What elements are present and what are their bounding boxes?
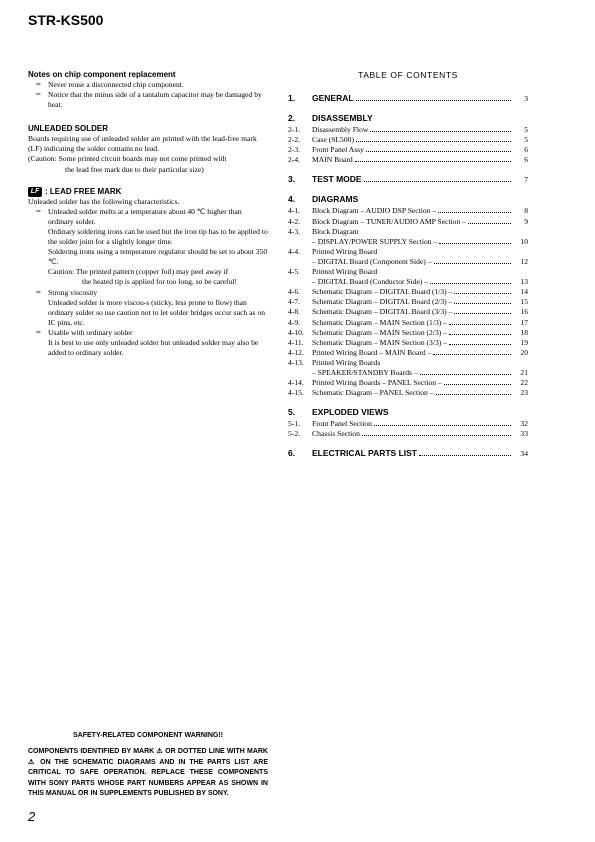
- safety-warning: [28, 731, 268, 799]
- toc-entry[interactable]: 4-15. Schematic Diagram – PANEL Section – 23: [288, 388, 528, 398]
- leader-dots: [438, 212, 511, 213]
- leader-dots: [439, 243, 511, 244]
- toc-entry: 4-4. Printed Wiring Board: [288, 246, 378, 256]
- lead-free-title: : LEAD FREE MARK: [45, 186, 122, 196]
- leader-dots: [454, 303, 511, 304]
- unleaded-solder-body: Boards requiring use of unleaded solder are printed with the lead-free mark (LF) indicating the solder contains no lead.: [28, 134, 257, 154]
- safety-warning-body: COMPONENTS IDENTIFIED BY MARK ⚠ OR DOTTED LINE WITH MARK ⚠ ON THE SCHEMATIC DIAGRAMS AND IN THE PARTS LIST ARE CRITICAL TO SAFE OPERATION. REPLACE THESE COMPONENTS WITH SONY PARTS WHOSE PART NUMBERS APPEAR AS SHOWN IN THIS MANUAL OR IN SUPPLEMENTS PUBLISHED BY SONY.: [28, 748, 268, 798]
- left-column: [28, 70, 268, 358]
- chip-note-item: ✑ Never reuse a disconnected chip component.: [36, 80, 184, 89]
- leader-dots: [420, 374, 511, 375]
- leader-dots: [434, 263, 511, 264]
- leader-dots: [355, 161, 511, 162]
- toc-section-disassembly: 2. DISASSEMBLY: [288, 113, 373, 124]
- toc-entry[interactable]: – DISPLAY/POWER SUPPLY Section – 10: [312, 236, 528, 246]
- leader-dots: [430, 283, 511, 284]
- chip-notes-title: Notes on chip component replacement: [28, 70, 176, 79]
- toc-title: TABLE OF CONTENTS: [358, 70, 458, 80]
- lead-free-intro: Unleaded solder has the following characteristics.: [28, 196, 180, 206]
- lead-free-item: ✑ Usable with ordinary solder It is best to use only unleaded solder but unleaded solder may also be added to ordinary solder.: [36, 327, 259, 358]
- bullet-marker-icon: ✑: [36, 329, 42, 336]
- toc-entry[interactable]: 4-9. Schematic Diagram – MAIN Section (1/3) – 17: [288, 317, 528, 327]
- lead-free-caution-line: Caution: The printed pattern (copper foil) may peel away if: [48, 267, 229, 277]
- leader-dots: [362, 435, 511, 436]
- toc-entry: 4-3. Block Diagram: [288, 226, 359, 236]
- leader-dots: [433, 354, 511, 355]
- toc-entry[interactable]: 2-3. Front Panel Assy 6: [288, 145, 528, 155]
- leader-dots: [356, 100, 511, 101]
- leader-dots: [454, 313, 511, 314]
- leader-dots: [436, 394, 511, 395]
- lead-free-heading: [28, 187, 268, 197]
- bullet-marker-icon: ✑: [36, 289, 42, 296]
- lead-free-caution-line: the heated tip is applied for too long, so be careful!: [82, 277, 237, 287]
- lead-free-logo-icon: LF: [28, 187, 42, 197]
- toc-entry[interactable]: 4-6. Schematic Diagram – DIGITAL Board (1/3) – 14: [288, 287, 528, 297]
- leader-dots: [419, 455, 511, 456]
- leader-dots: [454, 293, 511, 294]
- toc-entry[interactable]: – DIGITAL Board (Component Side) – 12: [312, 256, 528, 266]
- leader-dots: [370, 131, 511, 132]
- toc-entry[interactable]: 4-1. Block Diagram – AUDIO DSP Section – 8: [288, 206, 528, 216]
- leader-dots: [444, 384, 511, 385]
- toc-entry[interactable]: 4-8. Schematic Diagram – DIGITAL Board (3/3) – 16: [288, 307, 528, 317]
- toc-section-test-mode[interactable]: 3. TEST MODE 7: [288, 174, 528, 185]
- bullet-marker-icon: ✑: [36, 82, 42, 88]
- safety-warning-title: SAFETY-RELATED COMPONENT WARNING!!: [73, 732, 223, 739]
- unleaded-solder-title: UNLEADED SOLDER: [28, 124, 109, 134]
- table-of-contents: [288, 70, 528, 459]
- toc-section-diagrams: 4. DIAGRAMS: [288, 194, 359, 205]
- toc-entry[interactable]: – SPEAKER/STANDBY Boards – 21: [312, 367, 528, 377]
- toc-section-exploded-views: 5. EXPLODED VIEWS: [288, 407, 389, 418]
- toc-entry[interactable]: 5-2. Chassis Section 33: [288, 429, 528, 439]
- toc-entry: 4-5. Printed Wiring Board: [288, 267, 378, 277]
- toc-entry[interactable]: – DIGITAL Board (Conductor Side) – 13: [312, 277, 528, 287]
- lead-free-item: ✑ Strong viscosity Unleaded solder is more viscou-s (sticky, less prone to flow) than ordinary solder so use caution not to let solder bridges occur such as on IC pins, etc.: [36, 287, 266, 327]
- toc-entry[interactable]: 4-2. Block Diagram – TUNER/AUDIO AMP Section – 9: [288, 216, 528, 226]
- leader-dots: [374, 425, 511, 426]
- toc-entry[interactable]: 4-10. Schematic Diagram – MAIN Section (2/3) – 18: [288, 327, 528, 337]
- toc-entry[interactable]: 4-11. Schematic Diagram – MAIN Section (3/3) – 19: [288, 337, 528, 347]
- toc-entry[interactable]: 2-1. Disassembly Flow 5: [288, 125, 528, 135]
- unleaded-caution-line: (Caution: Some printed circuit boards may not come printed with: [28, 154, 227, 164]
- toc-section-electrical-parts-list[interactable]: 6. ELECTRICAL PARTS LIST 34: [288, 448, 528, 459]
- page-number: 2: [28, 809, 36, 824]
- toc-entry[interactable]: 5-1. Front Panel Section 32: [288, 419, 528, 429]
- leader-dots: [449, 324, 511, 325]
- toc-entry[interactable]: 4-12. Printed Wiring Board – MAIN Board – 20: [288, 347, 528, 357]
- leader-dots: [468, 223, 511, 224]
- toc-entry: 4-13. Printed Wiring Boards: [288, 357, 381, 367]
- toc-entry[interactable]: 4-14. Printed Wiring Boards – PANEL Section – 22: [288, 378, 528, 388]
- toc-entry[interactable]: 2-2. Case (SL500) 5: [288, 135, 528, 145]
- unleaded-caution-line: the lead free mark due to their particular size): [65, 164, 204, 174]
- lead-free-item: ✑ Unleaded solder melts at a temperature about 40 ℃ higher than ordinary solder. Ordinary soldering irons can be used but the iron tip has to be applied to the solder joint for a slightly longer time. Soldering irons using a temperature regulator should be set to about 350 ℃. Caution: The printed pattern (copper foil) may peel away if the heated tip is applied for too long, so be careful!: [36, 206, 268, 287]
- leader-dots: [356, 141, 511, 142]
- chip-note-item: ✑ Notice that the minus side of a tantalum capacitor may be damaged by heat.: [36, 90, 262, 110]
- bullet-marker-icon: ✑: [36, 208, 42, 215]
- model-title: STR-KS500: [28, 12, 104, 28]
- toc-section-general[interactable]: 1. GENERAL 3: [288, 93, 528, 104]
- bullet-marker-icon: ✑: [36, 92, 42, 99]
- leader-dots: [449, 334, 511, 335]
- leader-dots: [364, 181, 511, 182]
- leader-dots: [366, 151, 511, 152]
- leader-dots: [449, 344, 511, 345]
- toc-entry[interactable]: 4-7. Schematic Diagram – DIGITAL Board (2/3) – 15: [288, 297, 528, 307]
- toc-entry[interactable]: 2-4. MAIN Board 6: [288, 155, 528, 165]
